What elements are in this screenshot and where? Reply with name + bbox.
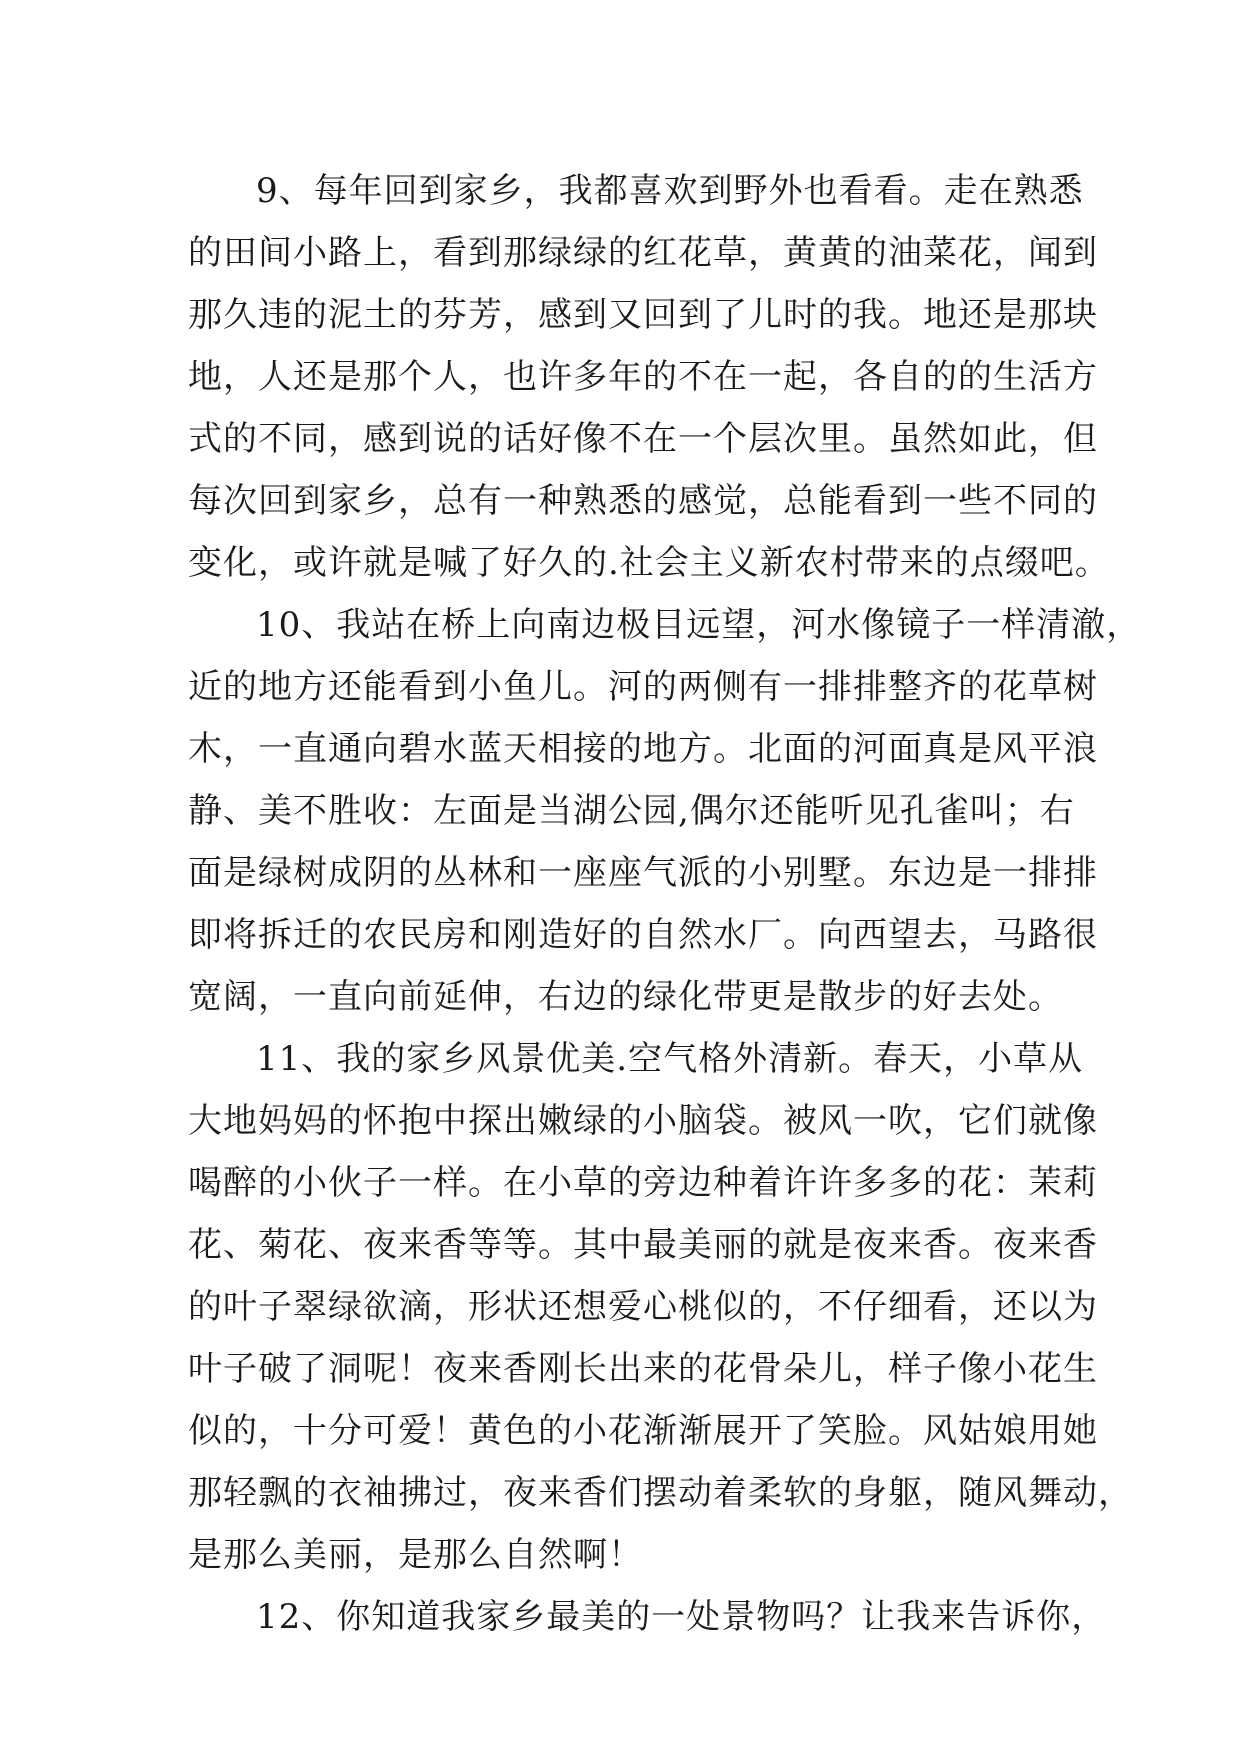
paragraph-12 bbox=[188, 1586, 1107, 1648]
paragraph-line: 变化，或许就是喊了好久的.社会主义新农村带来的点缀吧。 bbox=[188, 543, 1110, 583]
paragraph-line: 那轻飘的衣袖拂过，夜来香们摆动着柔软的身躯，随风舞动， bbox=[188, 1473, 1133, 1513]
paragraph-line: 的叶子翠绿欲滴，形状还想爱心桃似的，不仔细看，还以为 bbox=[188, 1287, 1098, 1327]
paragraph-line: 宽阔，一直向前延伸，右边的绿化带更是散步的好去处。 bbox=[188, 977, 1063, 1017]
paragraph-line: 9、每年回到家乡，我都喜欢到野外也看看。走在熟悉 bbox=[256, 171, 1084, 211]
paragraph-line: 10、我站在桥上向南边极目远望，河水像镜子一样清澈， bbox=[256, 605, 1142, 645]
paragraph-line: 是那么美丽，是那么自然啊！ bbox=[188, 1535, 643, 1575]
paragraph-9 bbox=[188, 160, 1110, 594]
paragraph-line: 即将拆迁的农民房和刚造好的自然水厂。向西望去，马路很 bbox=[188, 915, 1098, 955]
paragraph-10 bbox=[188, 594, 1142, 1028]
paragraph-line: 近的地方还能看到小鱼儿。河的两侧有一排排整齐的花草树 bbox=[188, 667, 1098, 707]
paragraph-line: 式的不同，感到说的话好像不在一个层次里。虽然如此，但 bbox=[188, 419, 1098, 459]
paragraph-line: 花、菊花、夜来香等等。其中最美丽的就是夜来香。夜来香 bbox=[188, 1225, 1098, 1265]
paragraph-line: 11、我的家乡风景优美.空气格外清新。春天，小草从 bbox=[256, 1039, 1084, 1079]
paragraph-line: 大地妈妈的怀抱中探出嫩绿的小脑袋。被风一吹，它们就像 bbox=[188, 1101, 1098, 1141]
paragraph-line: 静、美不胜收：左面是当湖公园,偶尔还能听见孔雀叫；右 bbox=[188, 791, 1075, 831]
paragraph-line: 喝醉的小伙子一样。在小草的旁边种着许许多多的花：茉莉 bbox=[188, 1163, 1098, 1203]
paragraph-line: 每次回到家乡，总有一种熟悉的感觉，总能看到一些不同的 bbox=[188, 481, 1098, 521]
paragraph-line: 地，人还是那个人，也许多年的不在一起，各自的的生活方 bbox=[188, 357, 1098, 397]
paragraph-line: 木，一直通向碧水蓝天相接的地方。北面的河面真是风平浪 bbox=[188, 729, 1098, 769]
paragraph-line: 那久违的泥土的芬芳，感到又回到了儿时的我。地还是那块 bbox=[188, 295, 1098, 335]
paragraph-line: 叶子破了洞呢！夜来香刚长出来的花骨朵儿，样子像小花生 bbox=[188, 1349, 1098, 1389]
paragraph-line: 面是绿树成阴的丛林和一座座气派的小别墅。东边是一排排 bbox=[188, 853, 1098, 893]
paragraph-line: 似的，十分可爱！黄色的小花渐渐展开了笑脸。风姑娘用她 bbox=[188, 1411, 1098, 1451]
document-body bbox=[188, 160, 1142, 1648]
paragraph-line: 的田间小路上，看到那绿绿的红花草，黄黄的油菜花，闻到 bbox=[188, 233, 1098, 273]
paragraph-line: 12、你知道我家乡最美的一处景物吗？让我来告诉你， bbox=[256, 1597, 1107, 1637]
paragraph-11 bbox=[188, 1028, 1133, 1586]
